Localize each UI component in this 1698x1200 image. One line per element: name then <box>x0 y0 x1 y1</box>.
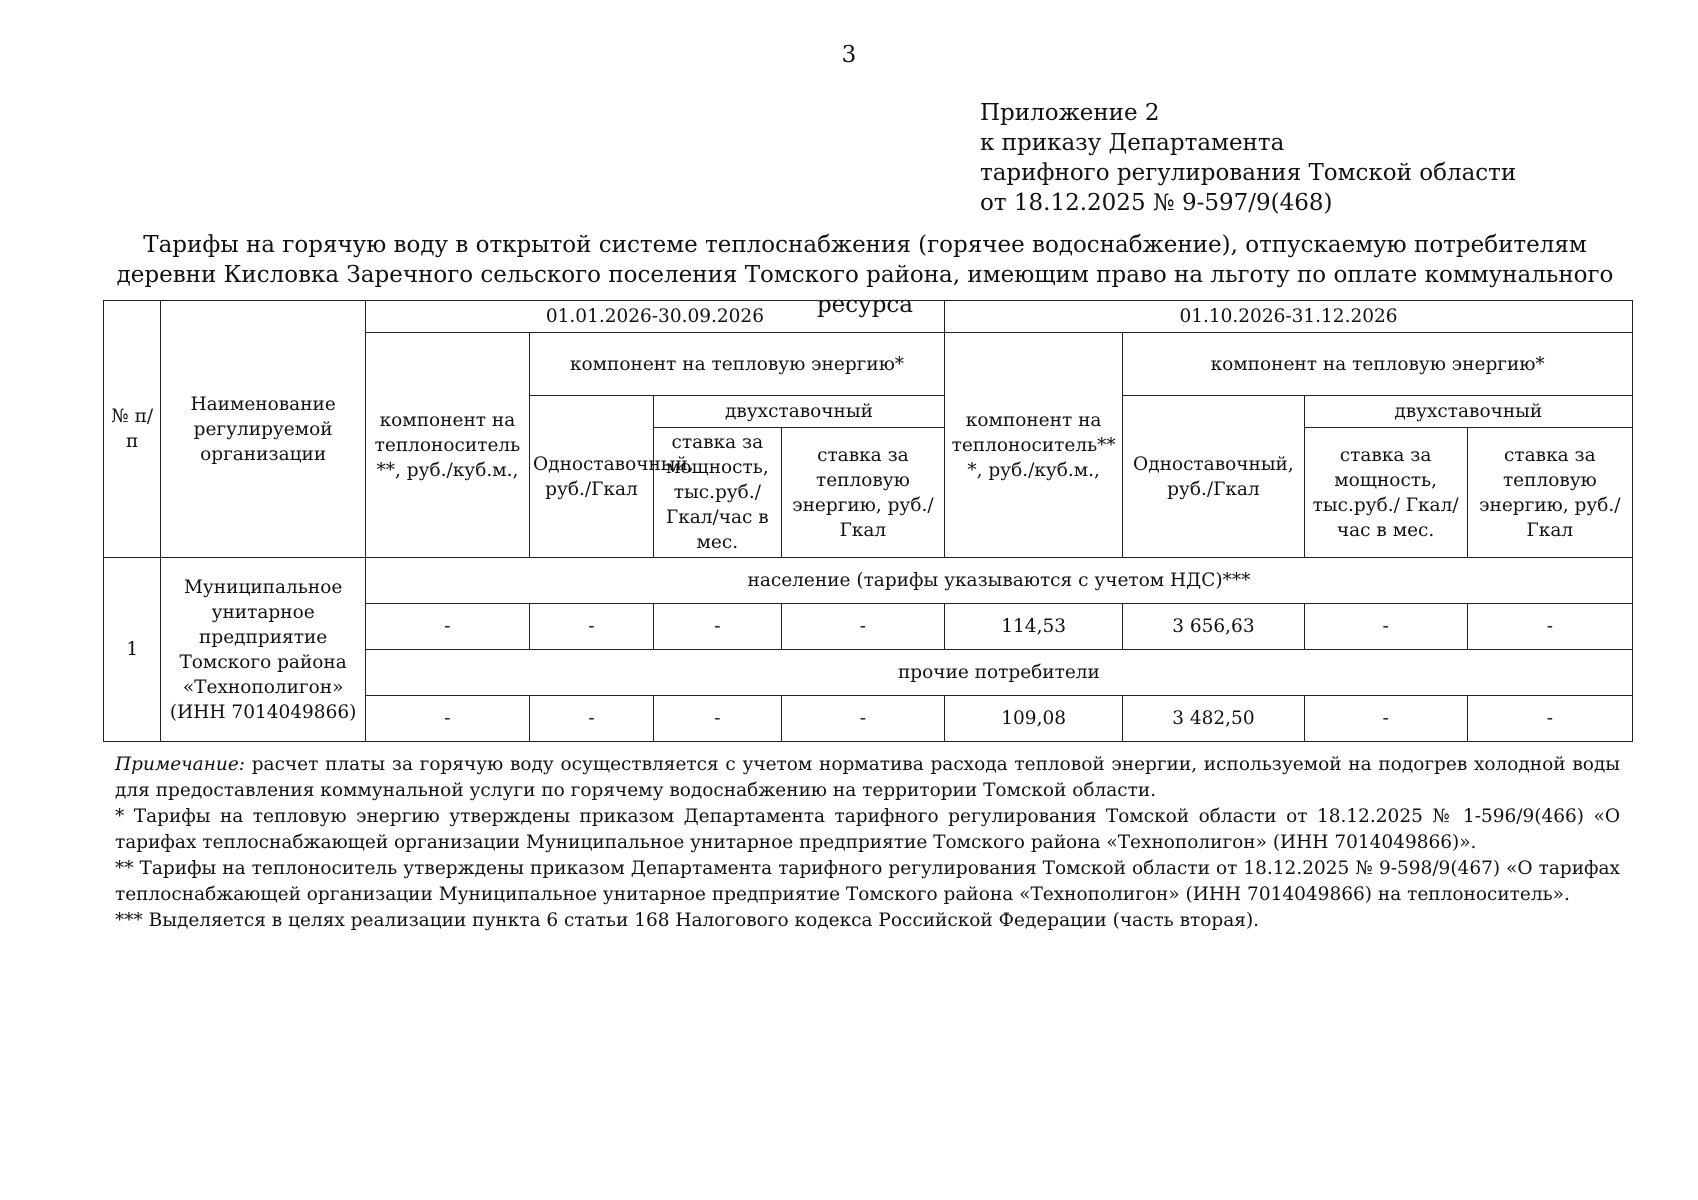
table-cell: - <box>365 604 529 650</box>
table-cell: - <box>1467 604 1632 650</box>
col-header-number: № п/п <box>104 301 161 558</box>
organization-name: Муниципальное унитарное предприятие Томского района «Технополигон» (ИНН 7014049866) <box>161 558 365 742</box>
note-label: Примечание: <box>115 754 245 775</box>
appendix-header <box>980 98 1516 218</box>
col-header-carrier-1: компонент на теплоноситель **, руб./куб.м., <box>365 333 529 558</box>
col-header-carrier-2: компонент на теплоноситель** *, руб./куб.м., <box>945 333 1123 558</box>
col-header-capacity-rate-1: ставка за мощность, тыс.руб./ Гкал/час в мес. <box>653 428 781 558</box>
table-cell: 3 656,63 <box>1123 604 1304 650</box>
table-cell: - <box>530 696 654 742</box>
table-cell: - <box>365 696 529 742</box>
period-header-1: 01.01.2026-30.09.2026 <box>365 301 944 333</box>
appendix-line: к приказу Департамента <box>980 130 1285 156</box>
note-paragraph <box>115 752 1620 804</box>
note-text: расчет платы за горячую воду осуществляется с учетом норматива расхода тепловой энергии, используемой на подогрев холодной воды для предоставления коммунальной услуги по горячему водоснабжению на территории Томской области. <box>115 754 1620 801</box>
footnote-2: ** Тарифы на теплоноситель утверждены приказом Департамента тарифного регулирования Томской области от 18.12.2025 № 9-598/9(467) «О тарифах теплоснабжающей организации Муниципальное унитарное предприятие Томского района «Технополигон» (ИНН 7014049866) на теплоноситель». <box>115 858 1620 905</box>
table-cell: 114,53 <box>945 604 1123 650</box>
col-header-single-rate-1: Одноставочный, руб./Гкал <box>530 396 654 558</box>
col-header-capacity-rate-2: ставка за мощность, тыс.руб./ Гкал/час в мес. <box>1304 428 1467 558</box>
col-header-energy-rate-1: ставка за тепловую энергию, руб./Гкал <box>781 428 944 558</box>
table-cell: 109,08 <box>945 696 1123 742</box>
table-cell: - <box>530 604 654 650</box>
notes-section <box>115 752 1620 934</box>
table-cell: - <box>1304 604 1467 650</box>
col-header-heat-component-2: компонент на тепловую энергию* <box>1123 333 1633 396</box>
table-cell: - <box>781 696 944 742</box>
page-number: 3 <box>841 42 857 68</box>
appendix-line: Приложение 2 <box>980 100 1160 126</box>
footnote-1: * Тарифы на тепловую энергию утверждены приказом Департамента тарифного регулирования Томской области от 18.12.2025 № 1-596/9(466) «О тарифах теплоснабжающей организации Муниципальное унитарное предприятие Томского района «Технополигон» (ИНН 7014049866)». <box>115 806 1620 853</box>
col-header-two-rate-1: двухставочный <box>653 396 944 428</box>
appendix-line: тарифного регулирования Томской области <box>980 160 1517 186</box>
title-line: Тарифы на горячую воду в открытой системе теплоснабжения (горячее водоснабжение), отпускаемую потребителям <box>143 232 1587 258</box>
consumer-group-label: население (тарифы указываются с учетом НДС)*** <box>365 558 1632 604</box>
table-cell: - <box>781 604 944 650</box>
appendix-line: от 18.12.2025 № 9-597/9(468) <box>980 190 1333 216</box>
table-cell: - <box>1467 696 1632 742</box>
table-cell: 3 482,50 <box>1123 696 1304 742</box>
tariff-table <box>103 300 1633 742</box>
col-header-heat-component-1: компонент на тепловую энергию* <box>530 333 945 396</box>
period-header-2: 01.10.2026-31.12.2026 <box>945 301 1633 333</box>
table-cell: - <box>653 604 781 650</box>
title-line: деревни Кисловка Заречного сельского поселения Томского района, имеющим право на льготу по оплате коммунального ресурса <box>116 262 1614 318</box>
table-cell: - <box>653 696 781 742</box>
consumer-group-label: прочие потребители <box>365 650 1632 696</box>
footnote-3: *** Выделяется в целях реализации пункта 6 статьи 168 Налогового кодекса Российской Федерации (часть вторая). <box>115 910 1260 931</box>
col-header-energy-rate-2: ставка за тепловую энергию, руб./Гкал <box>1467 428 1632 558</box>
col-header-two-rate-2: двухставочный <box>1304 396 1632 428</box>
col-header-organization: Наименование регулируемой организации <box>161 301 365 558</box>
row-number: 1 <box>104 558 161 742</box>
table-cell: - <box>1304 696 1467 742</box>
col-header-single-rate-2: Одноставочный, руб./Гкал <box>1123 396 1304 558</box>
